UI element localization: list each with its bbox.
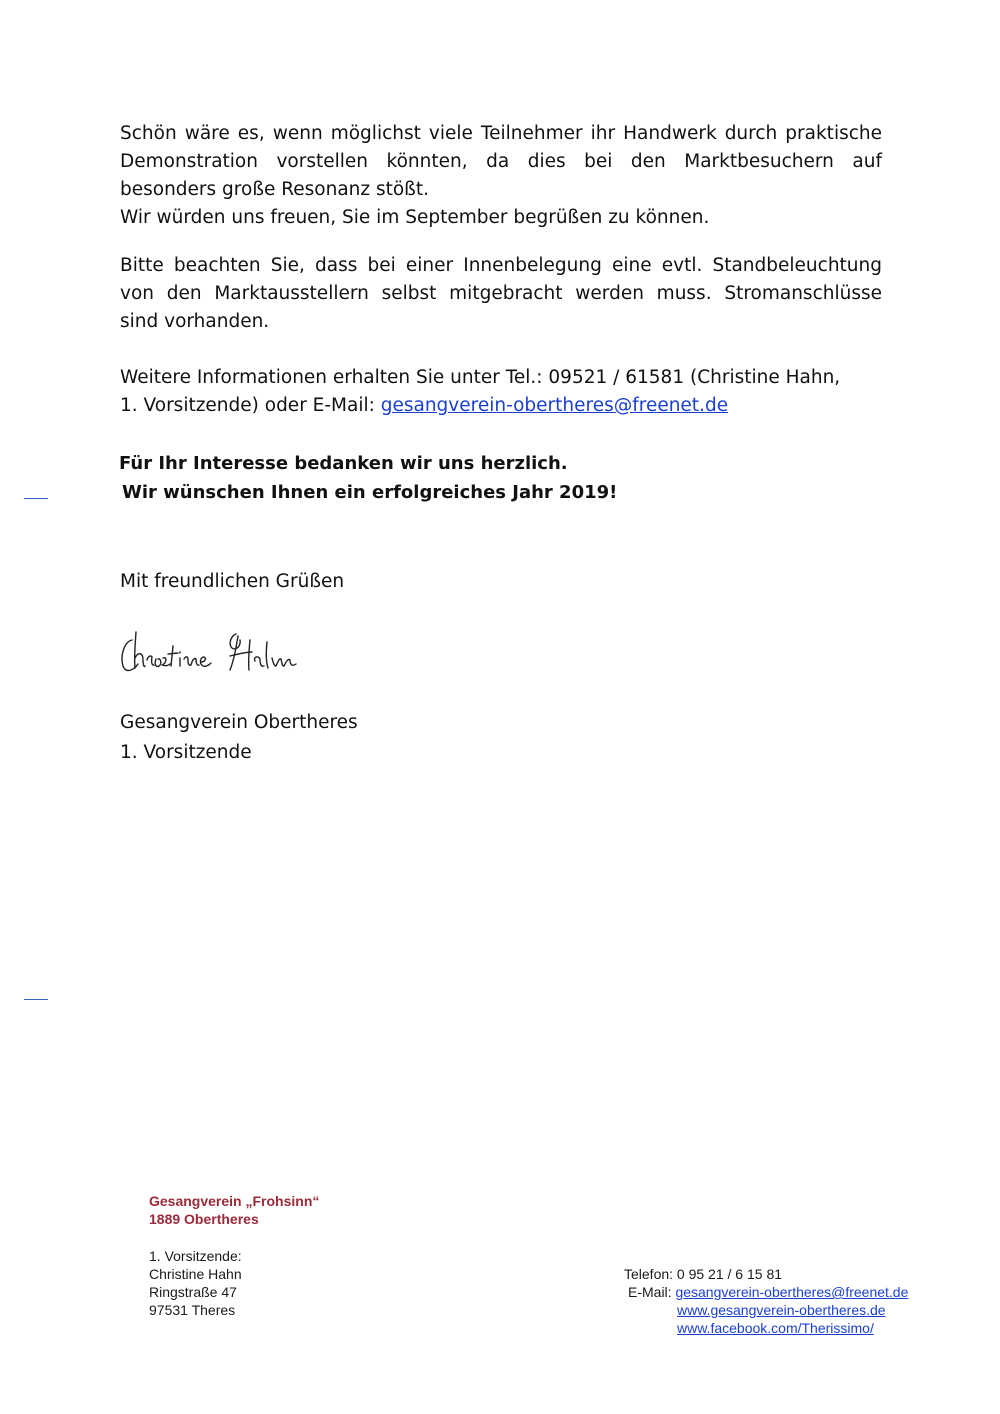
footer-org-name bbox=[149, 1192, 319, 1228]
thanks-block bbox=[119, 449, 881, 507]
paragraph-line: besonders große Resonanz stößt. bbox=[120, 179, 429, 200]
footer-org-line: 1889 Obertheres bbox=[149, 1211, 259, 1227]
margin-mark bbox=[24, 498, 48, 499]
footer-website-link[interactable]: www.gesangverein-obertheres.de bbox=[677, 1302, 886, 1318]
signature-image bbox=[118, 626, 308, 678]
footer-contact bbox=[620, 1265, 940, 1337]
sender-block bbox=[120, 708, 882, 768]
contact-prefix: 1. Vorsitzende) oder E-Mail: bbox=[120, 395, 381, 416]
footer-org-line: Gesangverein „Frohsinn“ bbox=[149, 1193, 320, 1209]
paragraph-demonstration bbox=[120, 120, 882, 232]
paragraph-line bbox=[120, 392, 882, 420]
footer-address-line: Ringstraße 47 bbox=[149, 1284, 237, 1300]
footer-website-row bbox=[620, 1301, 940, 1319]
footer-facebook-link[interactable]: www.facebook.com/Therissimo/ bbox=[677, 1320, 874, 1336]
email-link[interactable]: gesangverein-obertheres@freenet.de bbox=[380, 395, 729, 416]
wishes-line: Wir wünschen Ihnen ein erfolgreiches Jahr 2019! bbox=[122, 482, 618, 503]
paragraph-lighting bbox=[120, 252, 882, 336]
thanks-line: Für Ihr Interesse bedanken wir uns herzlich. bbox=[119, 453, 568, 474]
sender-role: 1. Vorsitzende bbox=[120, 742, 252, 763]
footer-address-line: 97531 Theres bbox=[149, 1302, 236, 1318]
paragraph-line: Wir würden uns freuen, Sie im September begrüßen zu können. bbox=[120, 207, 710, 228]
paragraph-line: Schön wäre es, wenn möglichst viele Teilnehmer ihr Handwerk durch praktische bbox=[120, 123, 882, 144]
paragraph-line: Weitere Informationen erhalten Sie unter Tel.: 09521 / 61581 (Christine Hahn, bbox=[120, 367, 841, 388]
footer-address-line: 1. Vorsitzende: bbox=[149, 1248, 242, 1264]
footer-email-link[interactable]: gesangverein-obertheres@freenet.de bbox=[675, 1284, 909, 1300]
margin-mark bbox=[24, 999, 48, 1000]
paragraph-line: von den Marktausstellern selbst mitgebracht werden muss. Stromanschlüsse bbox=[120, 283, 882, 304]
paragraph-line: Bitte beachten Sie, dass bei einer Innenbelegung eine evtl. Standbeleuchtung bbox=[120, 255, 882, 276]
footer-email-label: E-Mail: bbox=[628, 1284, 676, 1300]
sender-org: Gesangverein Obertheres bbox=[120, 712, 358, 733]
closing-text: Mit freundlichen Grüßen bbox=[120, 571, 345, 592]
paragraph-line: Demonstration vorstellen könnten, da dies bei den Marktbesuchern auf bbox=[120, 151, 882, 172]
footer-phone: Telefon: 0 95 21 / 6 15 81 bbox=[624, 1266, 783, 1282]
footer-email-row bbox=[620, 1283, 940, 1301]
footer-address-line: Christine Hahn bbox=[149, 1266, 242, 1282]
footer-facebook-row bbox=[620, 1319, 940, 1337]
footer-address bbox=[149, 1247, 242, 1319]
paragraph-contact bbox=[120, 364, 882, 420]
closing bbox=[120, 568, 882, 596]
paragraph-line: sind vorhanden. bbox=[120, 311, 270, 332]
